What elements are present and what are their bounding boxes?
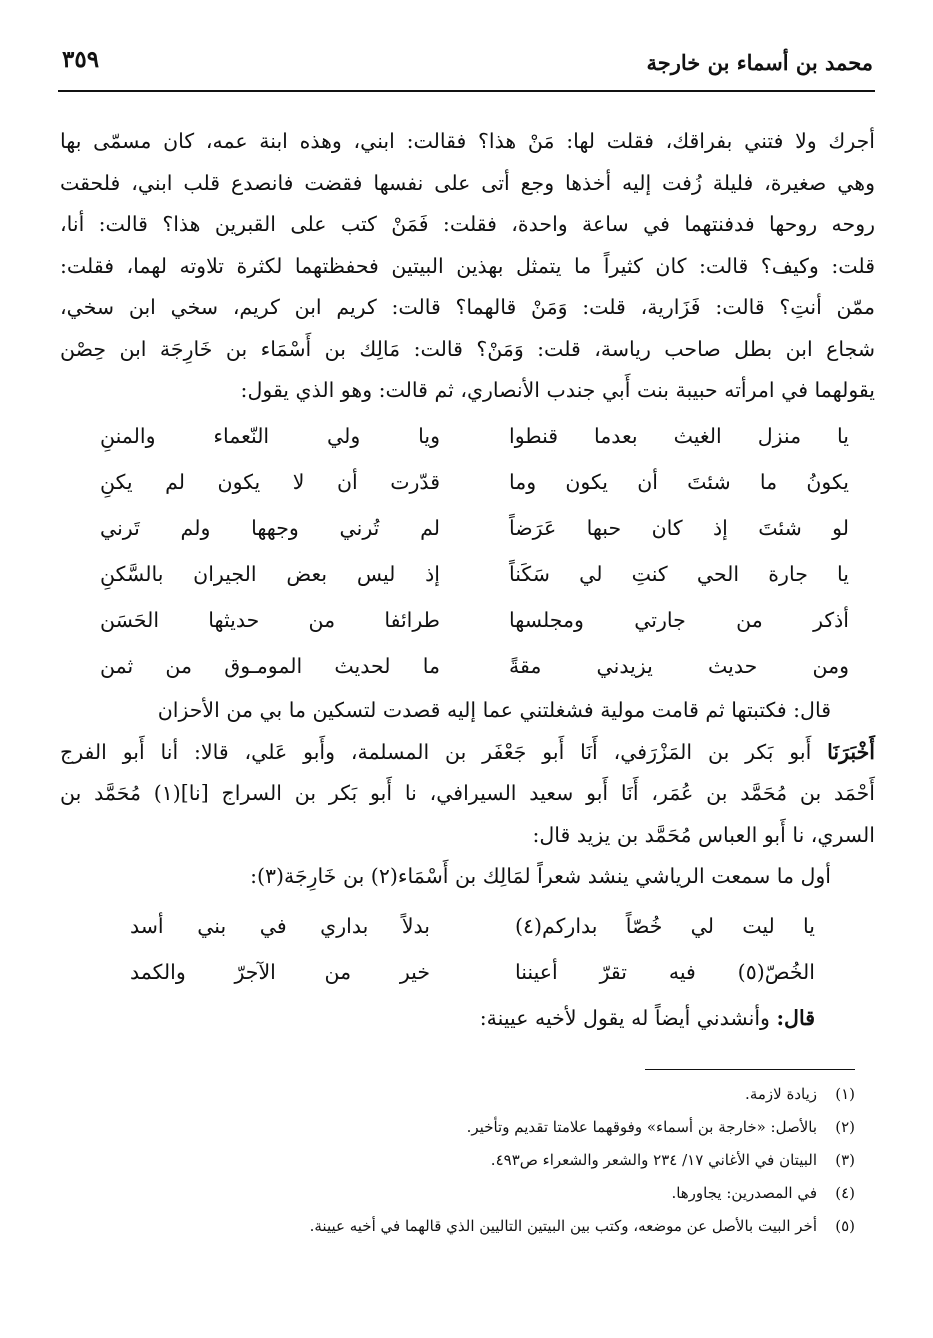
closing-text: وأنشدني أيضاً له يقول لأخيه عيينة: — [479, 1006, 770, 1030]
paragraph-isnad — [60, 690, 875, 898]
footnote-number: (٢) — [835, 1118, 855, 1136]
verse-second-hemistich: لم تُرني وجهها ولم تَرني — [100, 516, 440, 540]
verse-first-hemistich: الخُصّ(٥) فيه تقرّ أعيننا — [515, 960, 815, 984]
text-line: وهي صغيرة، فليلة زُفت إليه أخذها وجع أتى على نفسها فقضت فانصدع قلب ابني، فلحقت — [60, 170, 875, 195]
footnote-text: زيادة لازمة. — [745, 1085, 817, 1103]
footnote — [120, 1144, 855, 1177]
footnote-text: البيتان في الأغاني ١٧/ ٢٣٤ والشعر والشعراء ص٤٩٣. — [490, 1151, 817, 1169]
footnotes — [120, 1078, 855, 1243]
verse-first-hemistich: ومن حديث يزيدني مقةً — [509, 654, 849, 678]
verse-row — [100, 608, 849, 654]
footnote — [120, 1111, 855, 1144]
page-number: ٣٥٩ — [62, 46, 100, 73]
verse-row — [100, 470, 849, 516]
verse-row — [100, 516, 849, 562]
verse-first-hemistich: يا جارة الحي كنتِ لي سَكَناً — [509, 562, 849, 586]
text-line — [60, 732, 875, 774]
header-rule — [58, 90, 875, 92]
text-line: أول ما سمعت الرياشي ينشد شعراً لمَالِك بن أَسْمَاء(٢) بن خَارِجَة(٣): — [250, 864, 831, 888]
text-line: يقولهما في امرأته حبيبة بنت أَبي جندب الأنصاري، ثم قالت: وهو الذي يقول: — [240, 378, 875, 402]
footnote-number: (٤) — [835, 1184, 855, 1202]
verse-second-hemistich: خير من الآجرّ والكمد — [130, 960, 430, 984]
footnote-text: بالأصل: «خارجة بن أسماء» وفوقهما علامتا تقديم وتأخير. — [466, 1118, 817, 1136]
verse-first-hemistich: أذكر من جارتي ومجلسها — [509, 608, 849, 632]
qala-lead: قال: — [776, 1006, 815, 1030]
footnote-text: أخر البيت بالأصل عن موضعه، وكتب بين البيتين التاليين الذي قالهما في أخيه عيينة. — [309, 1217, 817, 1235]
verse-first-hemistich: يا منزل الغيث بعدما قنطوا — [509, 424, 849, 448]
akhbarana-lead: أَخْبَرَنَا — [827, 739, 875, 764]
verse-second-hemistich: ما لحديث المومـوق من ثمن — [100, 654, 440, 678]
footnote-number: (١) — [835, 1085, 855, 1103]
footnote-rule — [645, 1069, 855, 1070]
text-line: روحه روحها فدفنتهما في ساعة واحدة، فقلت: فَمَنْ كتب على القبرين هذا؟ قالت: أنا، — [60, 212, 875, 236]
text-line: أَحْمَد بن مُحَمَّد بن عُمَر، أَنَا أَبو سعيد السيرافي، نا أَبو بَكر بن السراج [نا](١) مُحَمَّد بن — [60, 781, 876, 805]
isnad-text: أَبو بَكر بن المَزْرَفي، أَنَا أَبو جَعْفَر بن المسلمة، وأَبو عَلي، قالا: أنا أَبو الفرج — [60, 739, 812, 764]
verse-row — [100, 562, 849, 608]
verse-first-hemistich: يا ليت لي خُصّاً بداركم(٤) — [515, 914, 815, 938]
text-line: قلت: وكيف؟ قالت: كان كثيراً ما يتمثل بهذين البيتين فحفظتهما لكثرة تلاوته لهما، فقلت: — [60, 253, 875, 278]
verse-row — [130, 914, 815, 960]
poem-verses-2 — [130, 914, 815, 1006]
footnote — [120, 1078, 855, 1111]
verse-row — [100, 424, 849, 470]
verse-second-hemistich: ويا ولي النّعماء والمننِ — [100, 424, 440, 448]
footnote-number: (٥) — [835, 1217, 855, 1235]
verse-second-hemistich: طرائفا من حديثها الحَسَن — [100, 608, 440, 632]
text-line: قال: فكتبتها ثم قامت مولية فشغلتني عما إليه قصدت لتسكين ما بي من الأحزان — [157, 698, 831, 722]
paragraph-narrative — [60, 121, 875, 412]
poem-verses-1 — [100, 424, 849, 700]
text-line: السري، نا أَبو العباس مُحَمَّد بن يزيد قال: — [532, 822, 875, 847]
verse-first-hemistich: يكونُ ما شئتَ أن يكون وما — [509, 470, 849, 494]
verse-second-hemistich: بدلاً بداري في بني أسد — [130, 914, 430, 938]
text-line: أجرك ولا فتني بفراقك، فقلت لها: مَنْ هذا؟ فقالت: ابني، وهذه ابنة عمه، كان مسمّى بها — [60, 129, 875, 153]
text-line: ممّن أنتِ؟ قالت: فَزَارية، قلت: وَمَنْ قالهما؟ قالت: كريم ابن كريم، سخي ابن سخي، — [60, 295, 875, 319]
verse-second-hemistich: إذ ليس بعض الجيران بالسَّكنِ — [100, 562, 440, 586]
footnote — [120, 1210, 855, 1243]
footnote-text: في المصدرين: يجاورها. — [671, 1184, 817, 1202]
footnote-number: (٣) — [835, 1151, 855, 1169]
closing-line — [480, 1006, 815, 1030]
text-line: شجاع ابن بطل صاحب رياسة، قلت: وَمَنْ؟ قالت: مَالِك بن أَسْمَاء بن خَارِجَة ابن حِصْن — [60, 336, 875, 361]
verse-first-hemistich: لو شئتَ إذ كان حبها عَرَضاً — [509, 516, 849, 540]
verse-second-hemistich: قدّرت أن لا يكون لم يكنِ — [100, 470, 440, 494]
running-header-title: محمد بن أسماء بن خارجة — [646, 50, 873, 75]
verse-row — [130, 960, 815, 1006]
footnote — [120, 1177, 855, 1210]
